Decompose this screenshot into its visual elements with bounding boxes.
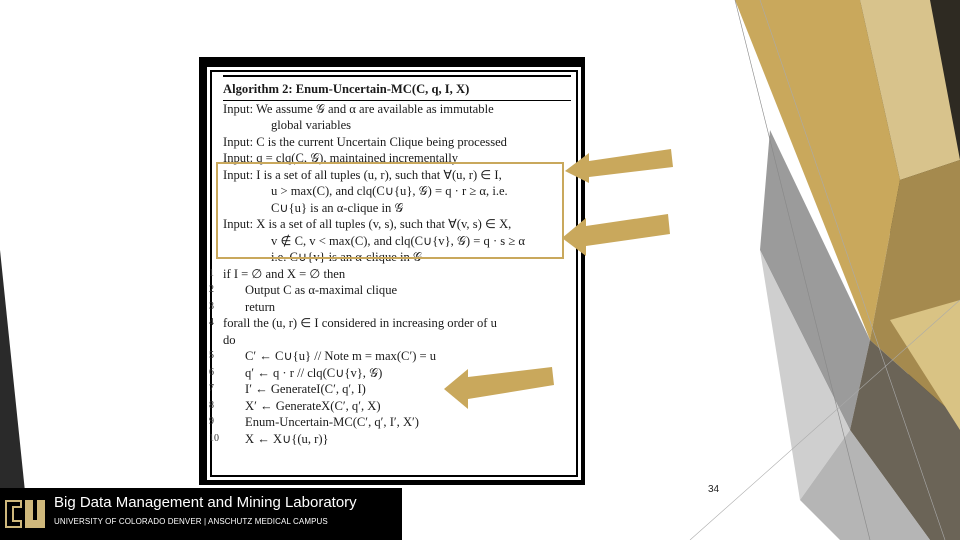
highlight-box [216, 162, 564, 259]
step-number: 5 [209, 350, 214, 361]
algorithm-body [209, 75, 571, 471]
algorithm-input-line: Input: I is a set of all tuples (u, r), such that ∀(u, r) ∈ I, [223, 167, 502, 182]
step-number: 1 [209, 267, 214, 279]
algorithm-step [209, 315, 571, 332]
step-number: 10 [209, 432, 219, 444]
algorithm-step [209, 431, 571, 448]
algorithm-title [223, 75, 571, 101]
step-number: 8 [209, 399, 214, 411]
arrow-left-icon [562, 212, 672, 258]
algorithm-step [209, 266, 571, 283]
step-text: Enum-Uncertain-MC(C′, q′, I′, X′) [245, 415, 420, 429]
algorithm-steps [209, 266, 571, 448]
algorithm-step [223, 332, 571, 349]
step-text: q′ ← q · r // clq(C∪{v}, 𝒢) [245, 365, 383, 380]
step-text: return [245, 299, 276, 314]
lab-subtitle: UNIVERSITY OF COLORADO DENVER | ANSCHUTZ MEDICAL CAMPUS [54, 517, 328, 526]
algorithm-input-line: Input: C is the current Uncertain Clique being processed [223, 134, 507, 149]
algorithm-title-prefix: Algorithm 2: [223, 82, 293, 96]
step-number: 2 [209, 284, 214, 295]
step-text: X ← X∪{(u, r)} [245, 431, 329, 446]
step-text: X′ ← GenerateX(C′, q′, X) [245, 398, 381, 413]
algorithm-input-line: Input: X is a set of all tuples (v, s), such that ∀(v, s) ∈ X, [223, 217, 512, 231]
algorithm-panel [207, 67, 581, 480]
lab-name: Big Data Management and Mining Laboratory [54, 494, 357, 511]
step-text: C′ ← C∪{u} // Note m = max(C′) = u [245, 349, 437, 363]
step-text: Output C as α-maximal clique [245, 283, 398, 297]
step-number: 4 [209, 317, 214, 328]
arrow-left-icon [565, 145, 675, 185]
algorithm-input-line: Input: q = clq(C, 𝒢), maintained incrementally [223, 151, 458, 165]
arrow-left-icon [444, 365, 556, 411]
cu-logo-icon [2, 492, 46, 536]
algorithm-input-line: v ∉ C, v < max(C), and clq(C∪{v}, 𝒢) = q · s ≥ α [271, 233, 525, 248]
step-text: do [223, 332, 236, 347]
algorithm-step [209, 282, 571, 299]
step-number: 6 [209, 366, 214, 378]
algorithm-figure [199, 57, 585, 485]
step-text: if I = ∅ and X = ∅ then [223, 266, 346, 281]
step-text: I′ ← GenerateI(C′, q′, I) [245, 382, 366, 396]
algorithm-input-line: C∪{u} is an α-clique in 𝒢 [271, 200, 404, 215]
step-number: 9 [209, 416, 214, 427]
step-number: 7 [209, 383, 214, 394]
algorithm-input-line: u > max(C), and clq(C∪{u}, 𝒢) = q · r ≥ α, i.e. [271, 184, 508, 198]
algorithm-step [209, 299, 571, 316]
step-number: 3 [209, 300, 214, 312]
step-text: forall the (u, r) ∈ I considered in increasing order of u [223, 316, 497, 330]
algorithm-input-line: global variables [271, 118, 352, 132]
algorithm-input-line: i.e. C∪{v} is an α-clique in 𝒢 [271, 250, 422, 264]
algorithm-step [209, 348, 571, 365]
algorithm-title-name: Enum-Uncertain-MC(C, q, I, X) [295, 82, 470, 96]
page-number: 34 [708, 484, 720, 495]
algorithm-input-line: Input: We assume 𝒢 and α are available as immutable [223, 101, 494, 116]
footer-logo-bar [0, 488, 402, 540]
algorithm-step [209, 414, 571, 431]
